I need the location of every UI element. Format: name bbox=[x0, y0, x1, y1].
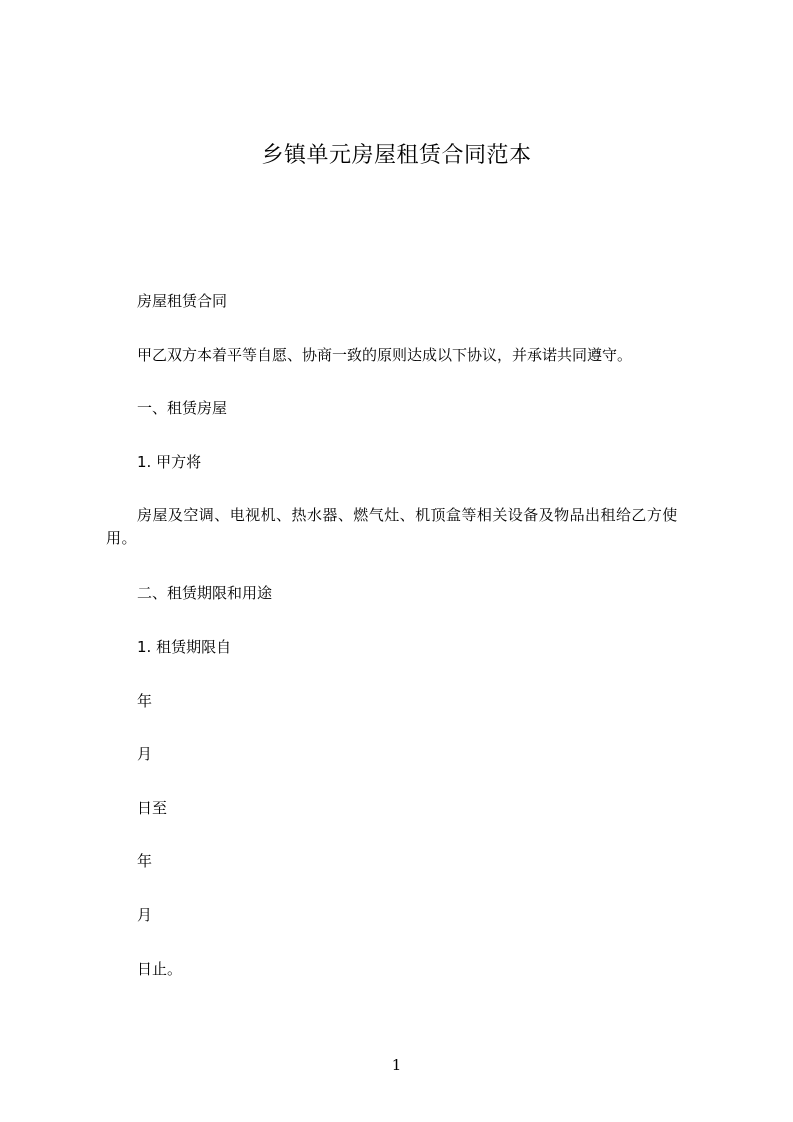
date-year-end: 年 bbox=[137, 852, 153, 870]
property-description-paragraph: 房屋及空调、电视机、热水器、燃气灶、机顶盒等相关设备及物品出租给乙方使用。 bbox=[106, 506, 678, 547]
preamble-paragraph: 甲乙双方本着平等自愿、协商一致的原则达成以下协议，并承诺共同遵守。 bbox=[137, 346, 633, 364]
section-heading-lease-term: 二、租赁期限和用途 bbox=[137, 584, 273, 602]
document-title: 乡镇单元房屋租赁合同范本 bbox=[261, 143, 532, 168]
date-month-start: 月 bbox=[137, 745, 153, 763]
clause-1-1: 1. 甲方将 bbox=[137, 453, 202, 471]
section-heading-lease-property: 一、租赁房屋 bbox=[137, 399, 228, 417]
contract-heading: 房屋租赁合同 bbox=[137, 292, 228, 310]
clause-2-1: 1. 租赁期限自 bbox=[137, 638, 232, 656]
date-day-start: 日至 bbox=[137, 799, 168, 817]
page-number: 1 bbox=[391, 1056, 402, 1074]
date-day-end: 日止。 bbox=[137, 960, 183, 978]
date-year-start: 年 bbox=[137, 692, 153, 710]
date-month-end: 月 bbox=[137, 906, 153, 924]
